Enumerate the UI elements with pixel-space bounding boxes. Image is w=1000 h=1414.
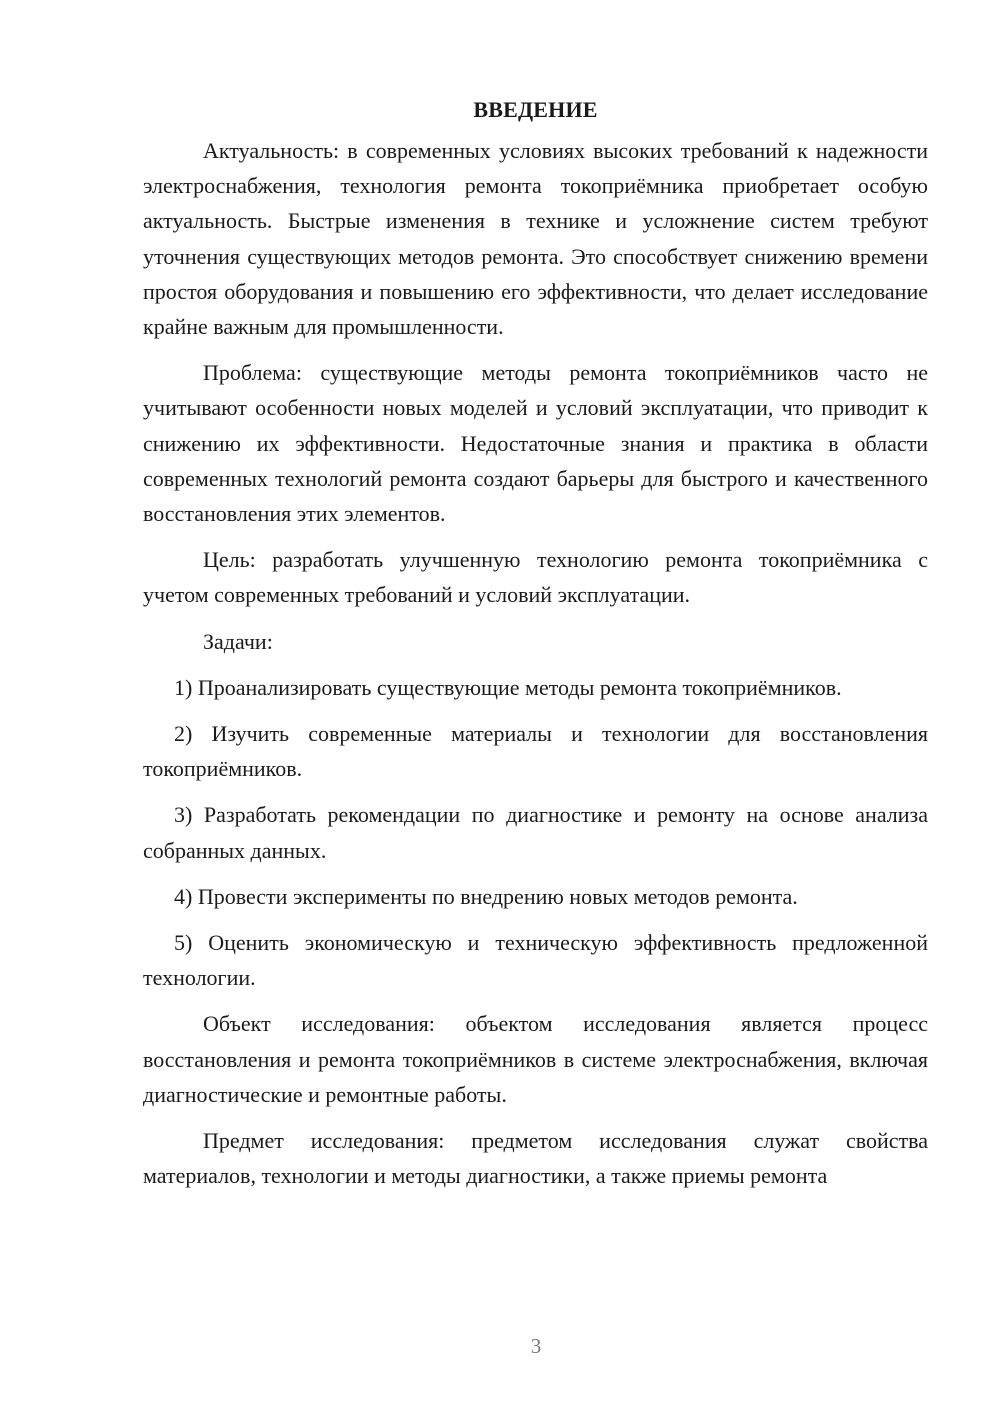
paragraph-object: Объект исследования: объектом исследования является процесс восстановления и ремонта токоприёмников в системе электроснабжения, включая диагностические и ремонтные работы. (143, 1011, 928, 1107)
task-item: 3) Разработать рекомендации по диагностике и ремонту на основе анализа собранных данных. (143, 802, 928, 863)
task-item: 2) Изучить современные материалы и технологии для восстановления токоприёмников. (143, 721, 928, 782)
page-number: 3 (530, 1334, 542, 1358)
paragraph-relevance: Актуальность: в современных условиях высоких требований к надежности электроснабжения, технология ремонта токоприёмника приобретает особую актуальность. Быстрые изменения в технике и усложнение систем требуют уточнения существующих методов ремонта. Это способствует снижению времени простоя оборудования и повышению его эффективности, что делает исследование крайне важным для промышленности. (143, 138, 928, 340)
section-title: ВВЕДЕНИЕ (473, 97, 598, 122)
task-item: 5) Оценить экономическую и техническую эффективность предложенной технологии. (143, 930, 928, 991)
document-page (143, 92, 928, 1204)
task-item: 4) Провести эксперименты по внедрению новых методов ремонта. (174, 883, 798, 909)
paragraph-tasks-heading: Задачи: (203, 628, 273, 654)
paragraph-goal: Цель: разработать улучшенную технологию ремонта токоприёмника с учетом современных требований и условий эксплуатации. (143, 547, 928, 608)
paragraph-subject: Предмет исследования: предметом исследования служат свойства материалов, технологии и методы диагностики, а также приемы ремонта (143, 1128, 928, 1189)
paragraph-problem: Проблема: существующие методы ремонта токоприёмников часто не учитывают особенности новых моделей и условий эксплуатации, что приводит к снижению их эффективности. Недостаточные знания и практика в области современных технологий ремонта создают барьеры для быстрого и качественного восстановления этих элементов. (143, 360, 928, 527)
task-item: 1) Проанализировать существующие методы ремонта токоприёмников. (174, 674, 842, 700)
